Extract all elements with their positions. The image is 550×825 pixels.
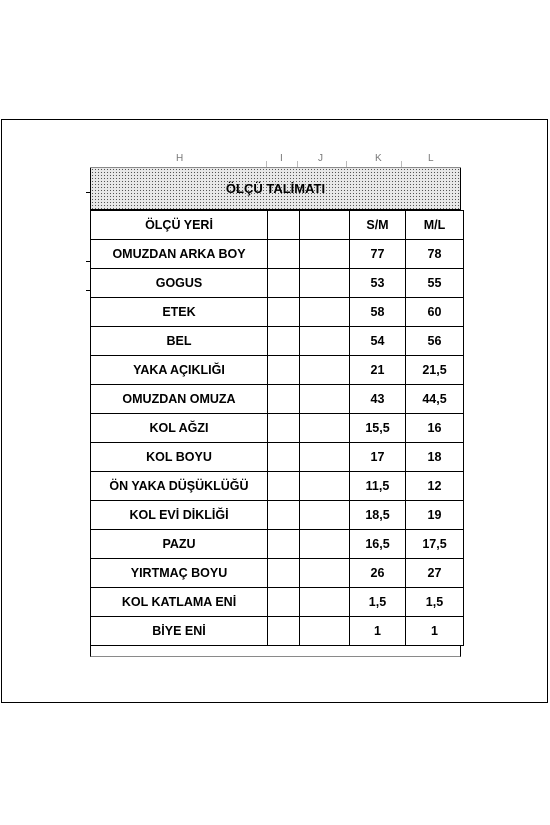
table-row <box>91 472 464 501</box>
empty-cell <box>300 617 350 646</box>
value-sm: 54 <box>350 327 406 356</box>
empty-cell <box>268 443 300 472</box>
value-sm: 53 <box>350 269 406 298</box>
value-sm: 21 <box>350 356 406 385</box>
empty-cell <box>300 240 350 269</box>
header-size-ml: M/L <box>406 211 464 240</box>
empty-cell <box>300 443 350 472</box>
measurement-label: KOL EVİ DİKLİĞİ <box>91 501 268 530</box>
table-row <box>91 559 464 588</box>
empty-cell <box>300 356 350 385</box>
empty-cell <box>300 269 350 298</box>
empty-cell <box>268 385 300 414</box>
measurement-label: GOGUS <box>91 269 268 298</box>
measurement-label: KOL AĞZI <box>91 414 268 443</box>
empty-cell <box>268 617 300 646</box>
column-letter: I <box>280 153 283 164</box>
measurement-label: YIRTMAÇ BOYU <box>91 559 268 588</box>
empty-cell <box>268 559 300 588</box>
column-letter: H <box>176 153 184 164</box>
empty-cell <box>268 472 300 501</box>
value-sm: 1 <box>350 617 406 646</box>
empty-cell <box>300 472 350 501</box>
value-ml: 60 <box>406 298 464 327</box>
table-row <box>91 588 464 617</box>
value-ml: 56 <box>406 327 464 356</box>
value-sm: 77 <box>350 240 406 269</box>
column-letter: L <box>428 153 434 164</box>
measurement-label: BİYE ENİ <box>91 617 268 646</box>
measurement-label: YAKA AÇIKLIĞI <box>91 356 268 385</box>
value-sm: 15,5 <box>350 414 406 443</box>
table-row <box>91 298 464 327</box>
empty-cell <box>300 327 350 356</box>
empty-cell <box>300 559 350 588</box>
table-row <box>91 443 464 472</box>
sheet-title: ÖLÇÜ TALİMATI <box>90 168 461 210</box>
value-sm: 58 <box>350 298 406 327</box>
empty-cell <box>268 414 300 443</box>
header-row <box>91 211 464 240</box>
column-letter: K <box>375 153 382 164</box>
empty-cell <box>268 501 300 530</box>
empty-cell <box>268 269 300 298</box>
measurement-label: ETEK <box>91 298 268 327</box>
empty-cell <box>300 530 350 559</box>
empty-cell <box>300 501 350 530</box>
table-row <box>91 240 464 269</box>
value-ml: 19 <box>406 501 464 530</box>
empty-cell <box>268 356 300 385</box>
header-label: ÖLÇÜ YERİ <box>91 211 268 240</box>
empty-cell <box>300 298 350 327</box>
measurement-label: KOL BOYU <box>91 443 268 472</box>
table-row <box>91 501 464 530</box>
value-sm: 1,5 <box>350 588 406 617</box>
value-ml: 78 <box>406 240 464 269</box>
empty-cell <box>268 588 300 617</box>
value-sm: 11,5 <box>350 472 406 501</box>
empty-cell <box>268 211 300 240</box>
sheet-tail <box>90 646 461 657</box>
value-ml: 21,5 <box>406 356 464 385</box>
value-sm: 26 <box>350 559 406 588</box>
empty-cell <box>300 414 350 443</box>
table-row <box>91 385 464 414</box>
empty-cell <box>300 588 350 617</box>
measurement-label: OMUZDAN ARKA BOY <box>91 240 268 269</box>
empty-cell <box>268 327 300 356</box>
value-ml: 18 <box>406 443 464 472</box>
value-ml: 44,5 <box>406 385 464 414</box>
empty-cell <box>268 530 300 559</box>
value-ml: 27 <box>406 559 464 588</box>
value-ml: 1,5 <box>406 588 464 617</box>
measurement-label: PAZU <box>91 530 268 559</box>
empty-cell <box>300 385 350 414</box>
value-sm: 16,5 <box>350 530 406 559</box>
empty-cell <box>268 298 300 327</box>
header-size-sm: S/M <box>350 211 406 240</box>
empty-cell <box>268 240 300 269</box>
value-ml: 55 <box>406 269 464 298</box>
column-header-strip <box>90 153 461 168</box>
table-row <box>91 414 464 443</box>
empty-cell <box>300 211 350 240</box>
table-row <box>91 327 464 356</box>
measurement-label: KOL KATLAMA ENİ <box>91 588 268 617</box>
table-row <box>91 530 464 559</box>
table-row <box>91 269 464 298</box>
value-ml: 16 <box>406 414 464 443</box>
value-sm: 43 <box>350 385 406 414</box>
value-ml: 17,5 <box>406 530 464 559</box>
value-sm: 17 <box>350 443 406 472</box>
table-row <box>91 356 464 385</box>
column-letter: J <box>318 153 323 164</box>
value-ml: 1 <box>406 617 464 646</box>
size-table <box>90 210 464 646</box>
table-row <box>91 617 464 646</box>
measurement-label: ÖN YAKA DÜŞÜKLÜĞÜ <box>91 472 268 501</box>
spreadsheet <box>90 153 461 657</box>
measurement-label: BEL <box>91 327 268 356</box>
value-ml: 12 <box>406 472 464 501</box>
value-sm: 18,5 <box>350 501 406 530</box>
measurement-label: OMUZDAN OMUZA <box>91 385 268 414</box>
